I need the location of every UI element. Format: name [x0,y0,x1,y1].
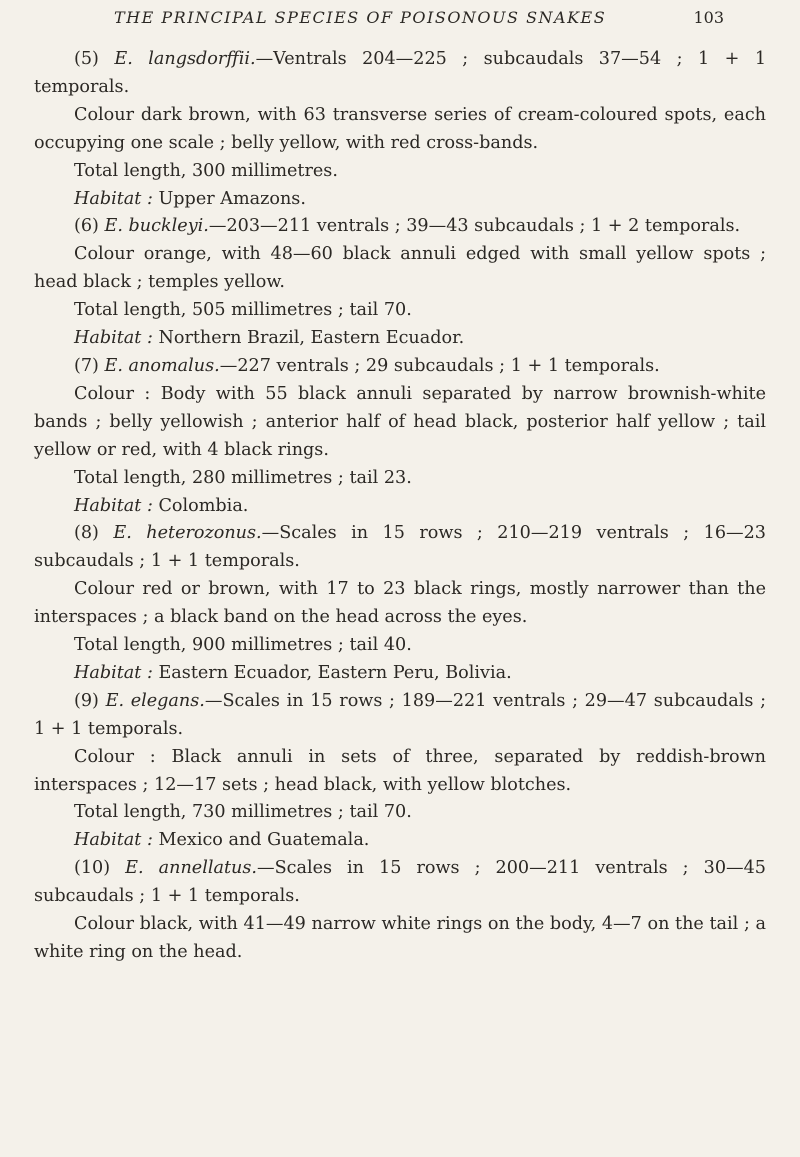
habitat-line [34,660,766,688]
colour-description: Colour : Body with 55 black annuli separated by narrow brownish-white bands ; belly yellowish ; anterior half of head black, posterior half yellow ; tail yellow or red, with 4 black rings. [34,383,766,460]
colour-description: Colour red or brown, with 17 to 23 black rings, mostly narrower than the interspaces ; a black band on the head across the eyes. [34,579,766,628]
entry-number: (10) [74,858,111,879]
page-number: 103 [693,8,724,27]
colour-description: Colour black, with 41—49 narrow white rings on the body, 4—7 on the tail ; a white ring on the head. [34,914,766,962]
species-entry [34,213,766,241]
text-body [34,46,766,967]
habitat-line [34,325,766,353]
scale-counts: —227 ventrals ; 29 subcaudals ; 1 + 1 temporals. [219,355,660,376]
entry-number: (9) [74,690,99,711]
species-name: E. annellatus. [125,858,257,879]
habitat-value: Northern Brazil, Eastern Ecuador. [152,328,465,349]
total-length: Total length, 900 millimetres ; tail 40. [74,635,412,656]
species-name: E. heterozonus. [113,523,262,544]
colour-description: Colour : Black annuli in sets of three, separated by reddish-brown interspaces ; 12—17 sets ; head black, with yellow blotches. [34,746,766,795]
total-length: Total length, 505 millimetres ; tail 70. [74,300,412,321]
entry-number: (8) [74,523,99,544]
scale-counts: —203—211 ventrals ; 39—43 subcaudals ; 1 + 2 temporals. [208,216,741,237]
running-title: THE PRINCIPAL SPECIES OF POISONOUS SNAKES [114,8,607,27]
habitat-line [34,186,766,214]
habitat-value: Upper Amazons. [152,188,306,209]
species-name: E. langsdorffii. [114,49,256,69]
habitat-value: Mexico and Guatemala. [152,830,370,851]
species-name: E. anomalus. [104,355,220,376]
habitat-label: Habitat : [74,188,153,209]
species-entry [34,353,766,381]
scale-counts: —Scales in 15 rows ; 189—221 ventrals ; 29—47 subcaudals ; 1 + 1 temporals. [34,690,767,739]
habitat-line [34,493,766,521]
species-entry [34,688,766,744]
running-head [34,8,766,34]
species-entry [34,46,766,102]
habitat-label: Habitat : [74,328,153,349]
colour-description: Colour dark brown, with 63 transverse series of cream-coloured spots, each occupying one scale ; belly yellow, with red cross-bands. [34,104,766,153]
species-name: E. elegans. [105,690,205,711]
habitat-label: Habitat : [74,495,153,516]
scale-counts: —Scales in 15 rows ; 200—211 ventrals ; 30—45 subcaudals ; 1 + 1 temporals. [34,858,767,907]
total-length: Total length, 730 millimetres ; tail 70. [74,802,412,823]
species-name: E. buckleyi. [104,216,209,237]
scale-counts: —Ventrals 204—225 ; subcaudals 37—54 ; 1 + 1 temporals. [34,49,767,97]
habitat-value: Colombia. [152,495,249,516]
habitat-label: Habitat : [74,830,153,851]
scale-counts: —Scales in 15 rows ; 210—219 ventrals ; 16—23 subcaudals ; 1 + 1 temporals. [34,523,766,572]
total-length: Total length, 280 millimetres ; tail 23. [74,467,412,488]
colour-description: Colour orange, with 48—60 black annuli edged with small yellow spots ; head black ; temples yellow. [34,244,766,293]
species-entry [34,520,766,576]
entry-number: (7) [74,355,99,376]
species-entry [34,855,766,911]
entry-number: (5) [74,49,99,69]
habitat-line [34,827,766,855]
total-length: Total length, 300 millimetres. [74,160,338,181]
habitat-value: Eastern Ecuador, Eastern Peru, Bolivia. [152,662,512,683]
entry-number: (6) [74,216,99,237]
habitat-label: Habitat : [74,662,153,683]
